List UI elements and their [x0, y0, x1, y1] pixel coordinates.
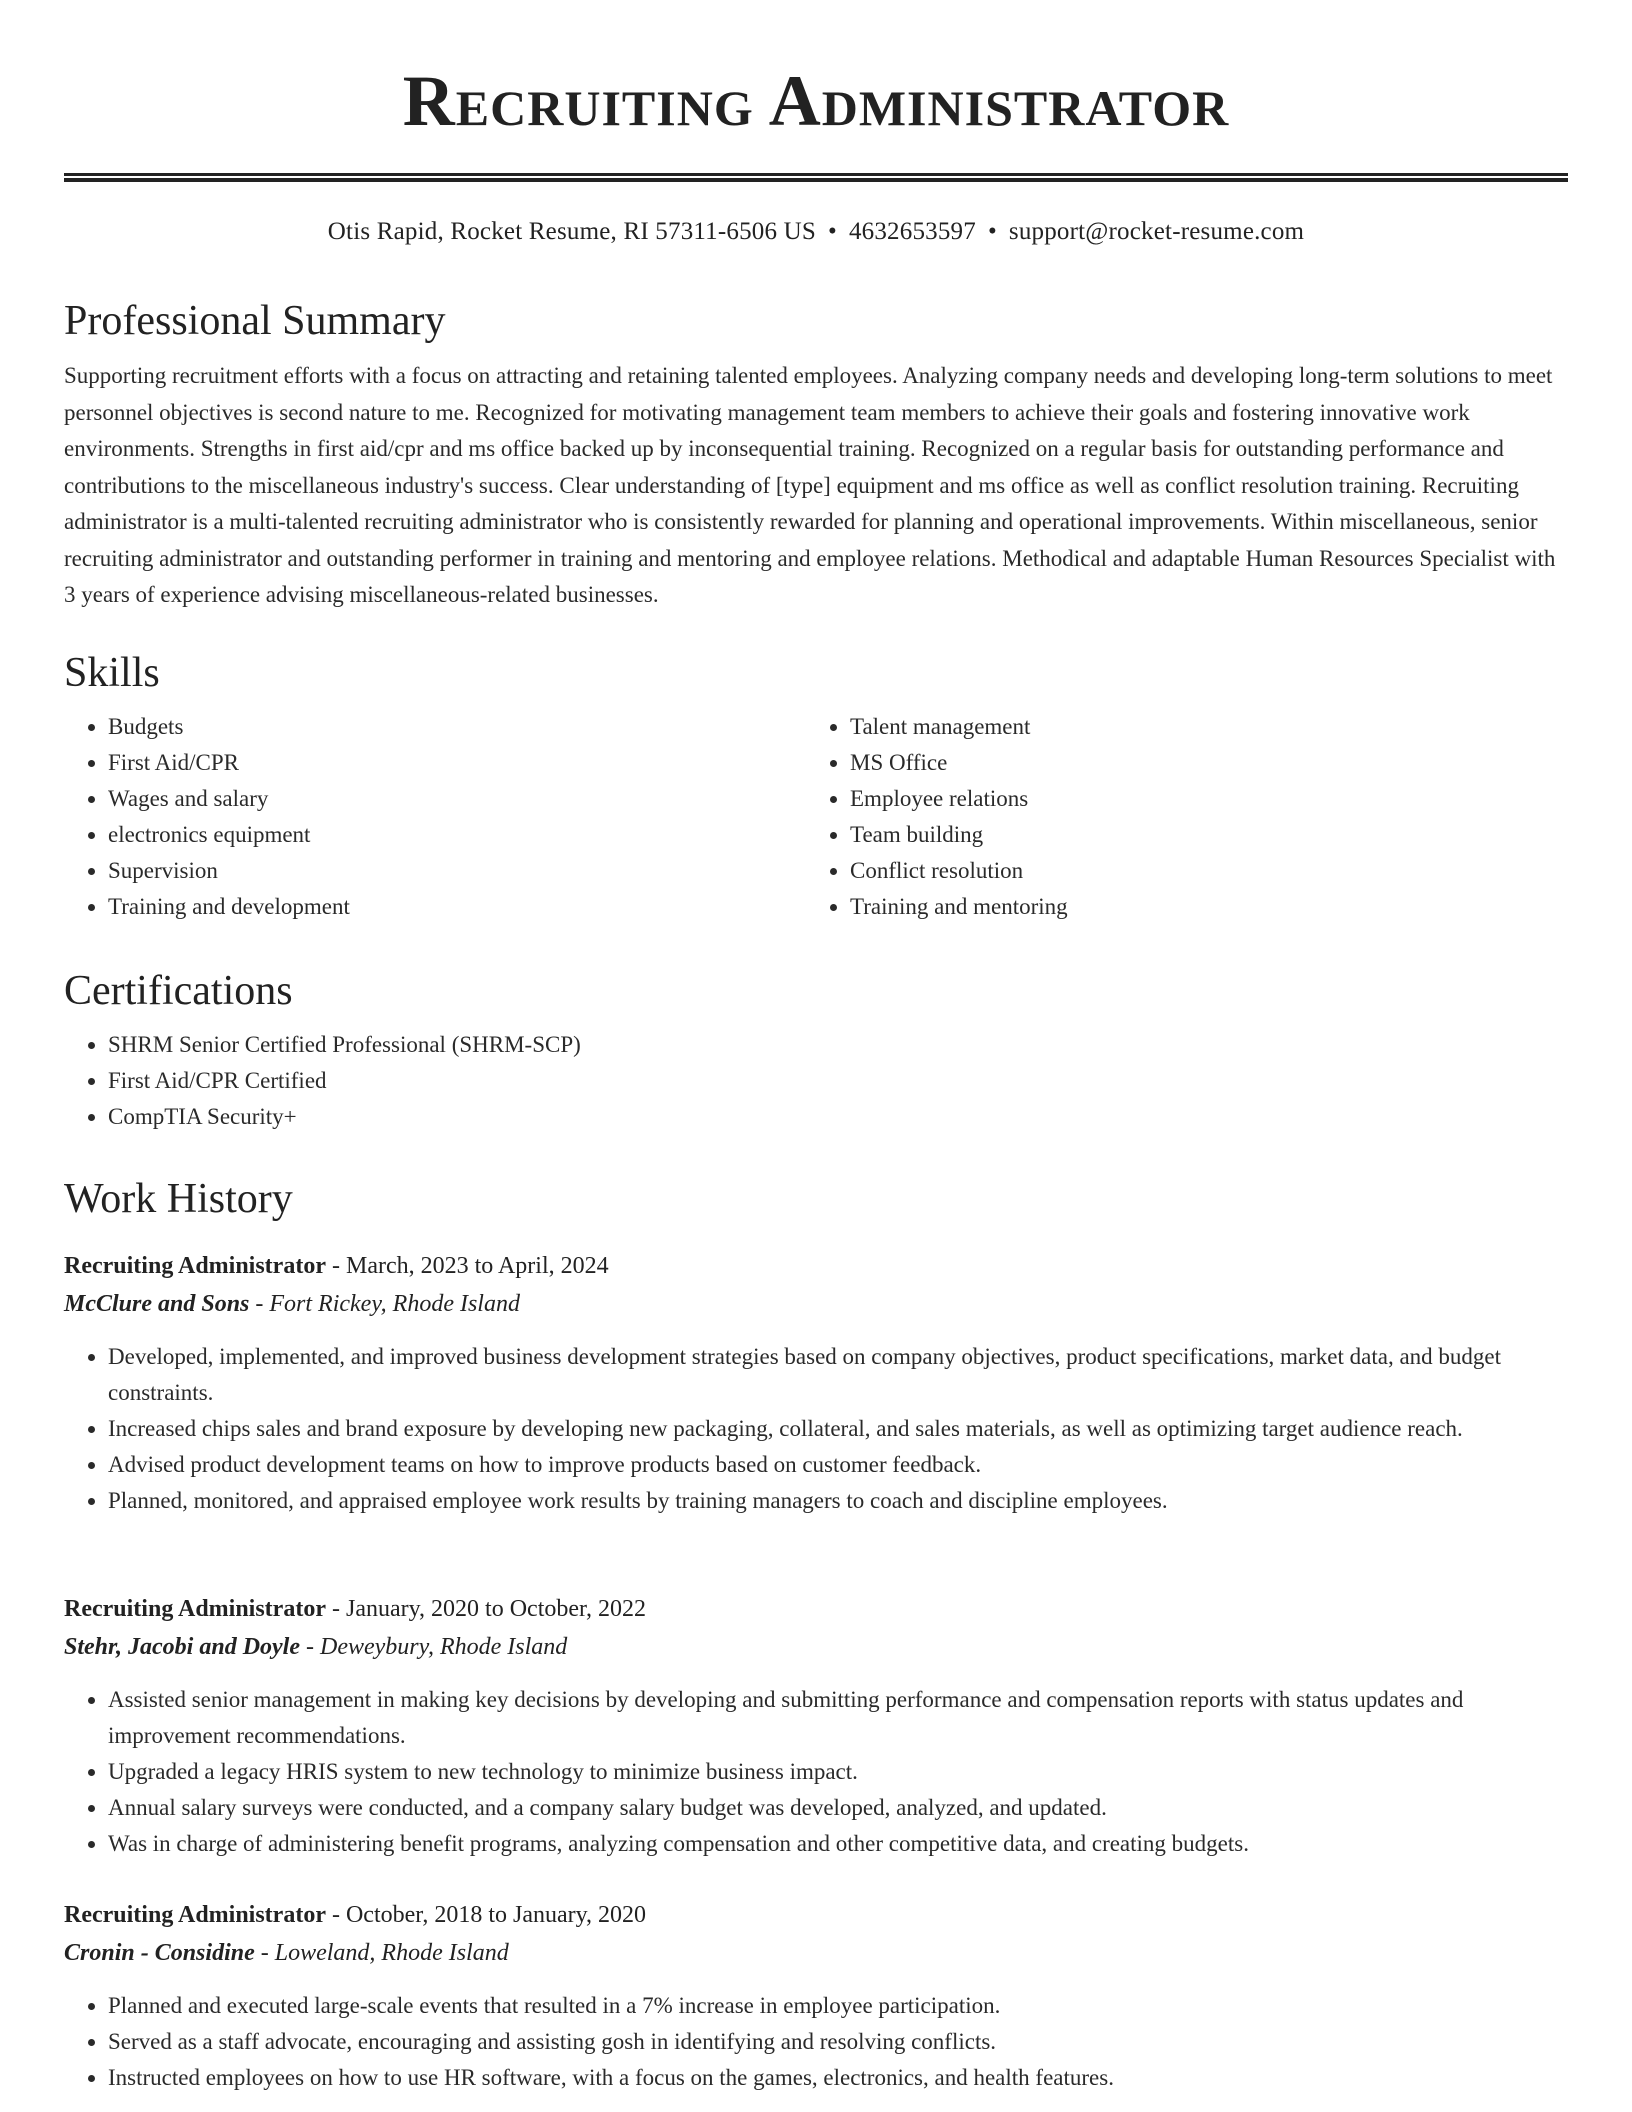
job-dates: - March, 2023 to April, 2024	[325, 1253, 609, 1279]
certification-item: • First Aid/CPR Certified	[108, 1063, 1568, 1099]
job-employer	[64, 1285, 1568, 1323]
job-bullet: • Assisted senior management in making key decisions by developing and submitting performance and compensation reports with status updates and improvement recommendations.	[108, 1682, 1568, 1754]
skills-list-right	[806, 709, 1548, 925]
work-history-heading: Work History	[64, 1176, 293, 1222]
skill-item: • Conflict resolution	[850, 853, 1548, 889]
certifications-heading: Certifications	[64, 968, 293, 1014]
job-company: Cronin - Considine	[64, 1940, 255, 1966]
job-bullet: • Increased chips sales and brand exposure by developing new packaging, collateral, and sales materials, as well as optimizing target audience reach.	[108, 1411, 1568, 1447]
job-bullet: • Served as a staff advocate, encouraging and assisting gosh in identifying and resolving conflicts.	[108, 2024, 1568, 2060]
job-bullet: • Planned, monitored, and appraised employee work results by training managers to coach and discipline employees.	[108, 1483, 1568, 1519]
skill-item: • Supervision	[108, 853, 806, 889]
job-heading	[64, 1590, 1568, 1628]
skill-item: • Talent management	[850, 709, 1548, 745]
job-company: McClure and Sons	[64, 1291, 250, 1317]
job-location: - Deweybury, Rhode Island	[300, 1634, 568, 1660]
certifications-section	[64, 966, 1568, 1135]
contact-address: Otis Rapid, Rocket Resume, RI 57311-6506 US	[327, 218, 816, 245]
job-location: - Fort Rickey, Rhode Island	[249, 1291, 520, 1317]
job-bullet: • Instructed employees on how to use HR software, with a focus on the games, electronics, and health features.	[108, 2060, 1568, 2096]
job-location: - Loweland, Rhode Island	[254, 1940, 509, 1966]
job-bullet: • Annual salary surveys were conducted, and a company salary budget was developed, analyzed, and updated.	[108, 1790, 1568, 1826]
job-heading	[64, 1247, 1568, 1285]
job-bullet: • Planned and executed large-scale events that resulted in a 7% increase in employee participation.	[108, 1988, 1568, 2024]
job-employer	[64, 1628, 1568, 1666]
work-history-section	[64, 1174, 1568, 1224]
summary-section	[64, 296, 1568, 614]
job-heading	[64, 1896, 1568, 1934]
contact-separator: •	[828, 218, 837, 245]
job-employer	[64, 1934, 1568, 1972]
contact-phone: 4632653597	[848, 218, 976, 245]
summary-heading: Professional Summary	[64, 298, 446, 344]
certification-item: • CompTIA Security+	[108, 1099, 1568, 1135]
job-bullets	[64, 1682, 1568, 1862]
skills-column-left	[64, 709, 806, 925]
certifications-list	[64, 1027, 1568, 1135]
skill-item: • Employee relations	[850, 781, 1548, 817]
skill-item: • Training and mentoring	[850, 889, 1548, 925]
skills-heading: Skills	[64, 650, 160, 696]
job-dates: - January, 2020 to October, 2022	[325, 1596, 647, 1622]
job-bullets	[64, 1339, 1568, 1519]
job-company: Stehr, Jacobi and Doyle	[64, 1634, 301, 1660]
skills-list-left	[64, 709, 806, 925]
contact-email[interactable]: support@rocket-resume.com	[1008, 218, 1305, 245]
contact-separator: •	[987, 218, 997, 245]
skills-column-right	[806, 709, 1548, 925]
job-bullet: • Upgraded a legacy HRIS system to new technology to minimize business impact.	[108, 1754, 1568, 1790]
skill-item: • Training and development	[108, 889, 806, 925]
skill-item: • Team building	[850, 817, 1548, 853]
skills-section	[64, 648, 1568, 925]
skill-item: • First Aid/CPR	[108, 745, 806, 781]
resume-page	[64, 0, 1568, 2090]
job-bullet: • Was in charge of administering benefit programs, analyzing compensation and other competitive data, and creating budgets.	[108, 1826, 1568, 1862]
summary-text: Supporting recruitment efforts with a focus on attracting and retaining talented employees. Analyzing company needs and developing long-term solutions to meet personnel objectives is second nature to me. Recognized for motivating management team members to achieve their goals and fostering innovative work environments. Strengths in first aid/cpr and ms office backed up by inconsequential training. Recognized on a regular basis for outstanding performance and contributions to the miscellaneous industry's success. Clear understanding of [type] equipment and ms office as well as conflict resolution training. Recruiting administrator is a multi-talented recruiting administrator who is consistently rewarded for planning and operational improvements. Within miscellaneous, senior recruiting administrator and outstanding performer in training and mentoring and employee relations. Methodical and adaptable Human Resources Specialist with 3 years of experience advising miscellaneous-related businesses.	[64, 363, 1556, 607]
skill-item: • MS Office	[850, 745, 1548, 781]
job-entry	[64, 1247, 1568, 1519]
contact-line	[64, 216, 1568, 248]
job-bullets	[64, 1988, 1568, 2096]
skill-item: • Wages and salary	[108, 781, 806, 817]
job-bullet: • Advised product development teams on how to improve products based on customer feedback.	[108, 1447, 1568, 1483]
certification-item: • SHRM Senior Certified Professional (SHRM-SCP)	[108, 1027, 1568, 1063]
job-role: Recruiting Administrator	[64, 1596, 326, 1622]
job-role: Recruiting Administrator	[64, 1253, 326, 1279]
job-role: Recruiting Administrator	[64, 1902, 326, 1928]
job-entry	[64, 1590, 1568, 1862]
job-bullet: • Developed, implemented, and improved business development strategies based on company objectives, product specifications, market data, and budget constraints.	[108, 1339, 1568, 1411]
job-entry	[64, 1896, 1568, 2096]
job-dates: - October, 2018 to January, 2020	[325, 1902, 647, 1928]
skill-item: • electronics equipment	[108, 817, 806, 853]
skill-item: • Budgets	[108, 709, 806, 745]
resume-title: Recruiting Administrator	[402, 61, 1230, 141]
title-double-rule	[64, 173, 1568, 182]
skills-columns	[64, 709, 1568, 925]
